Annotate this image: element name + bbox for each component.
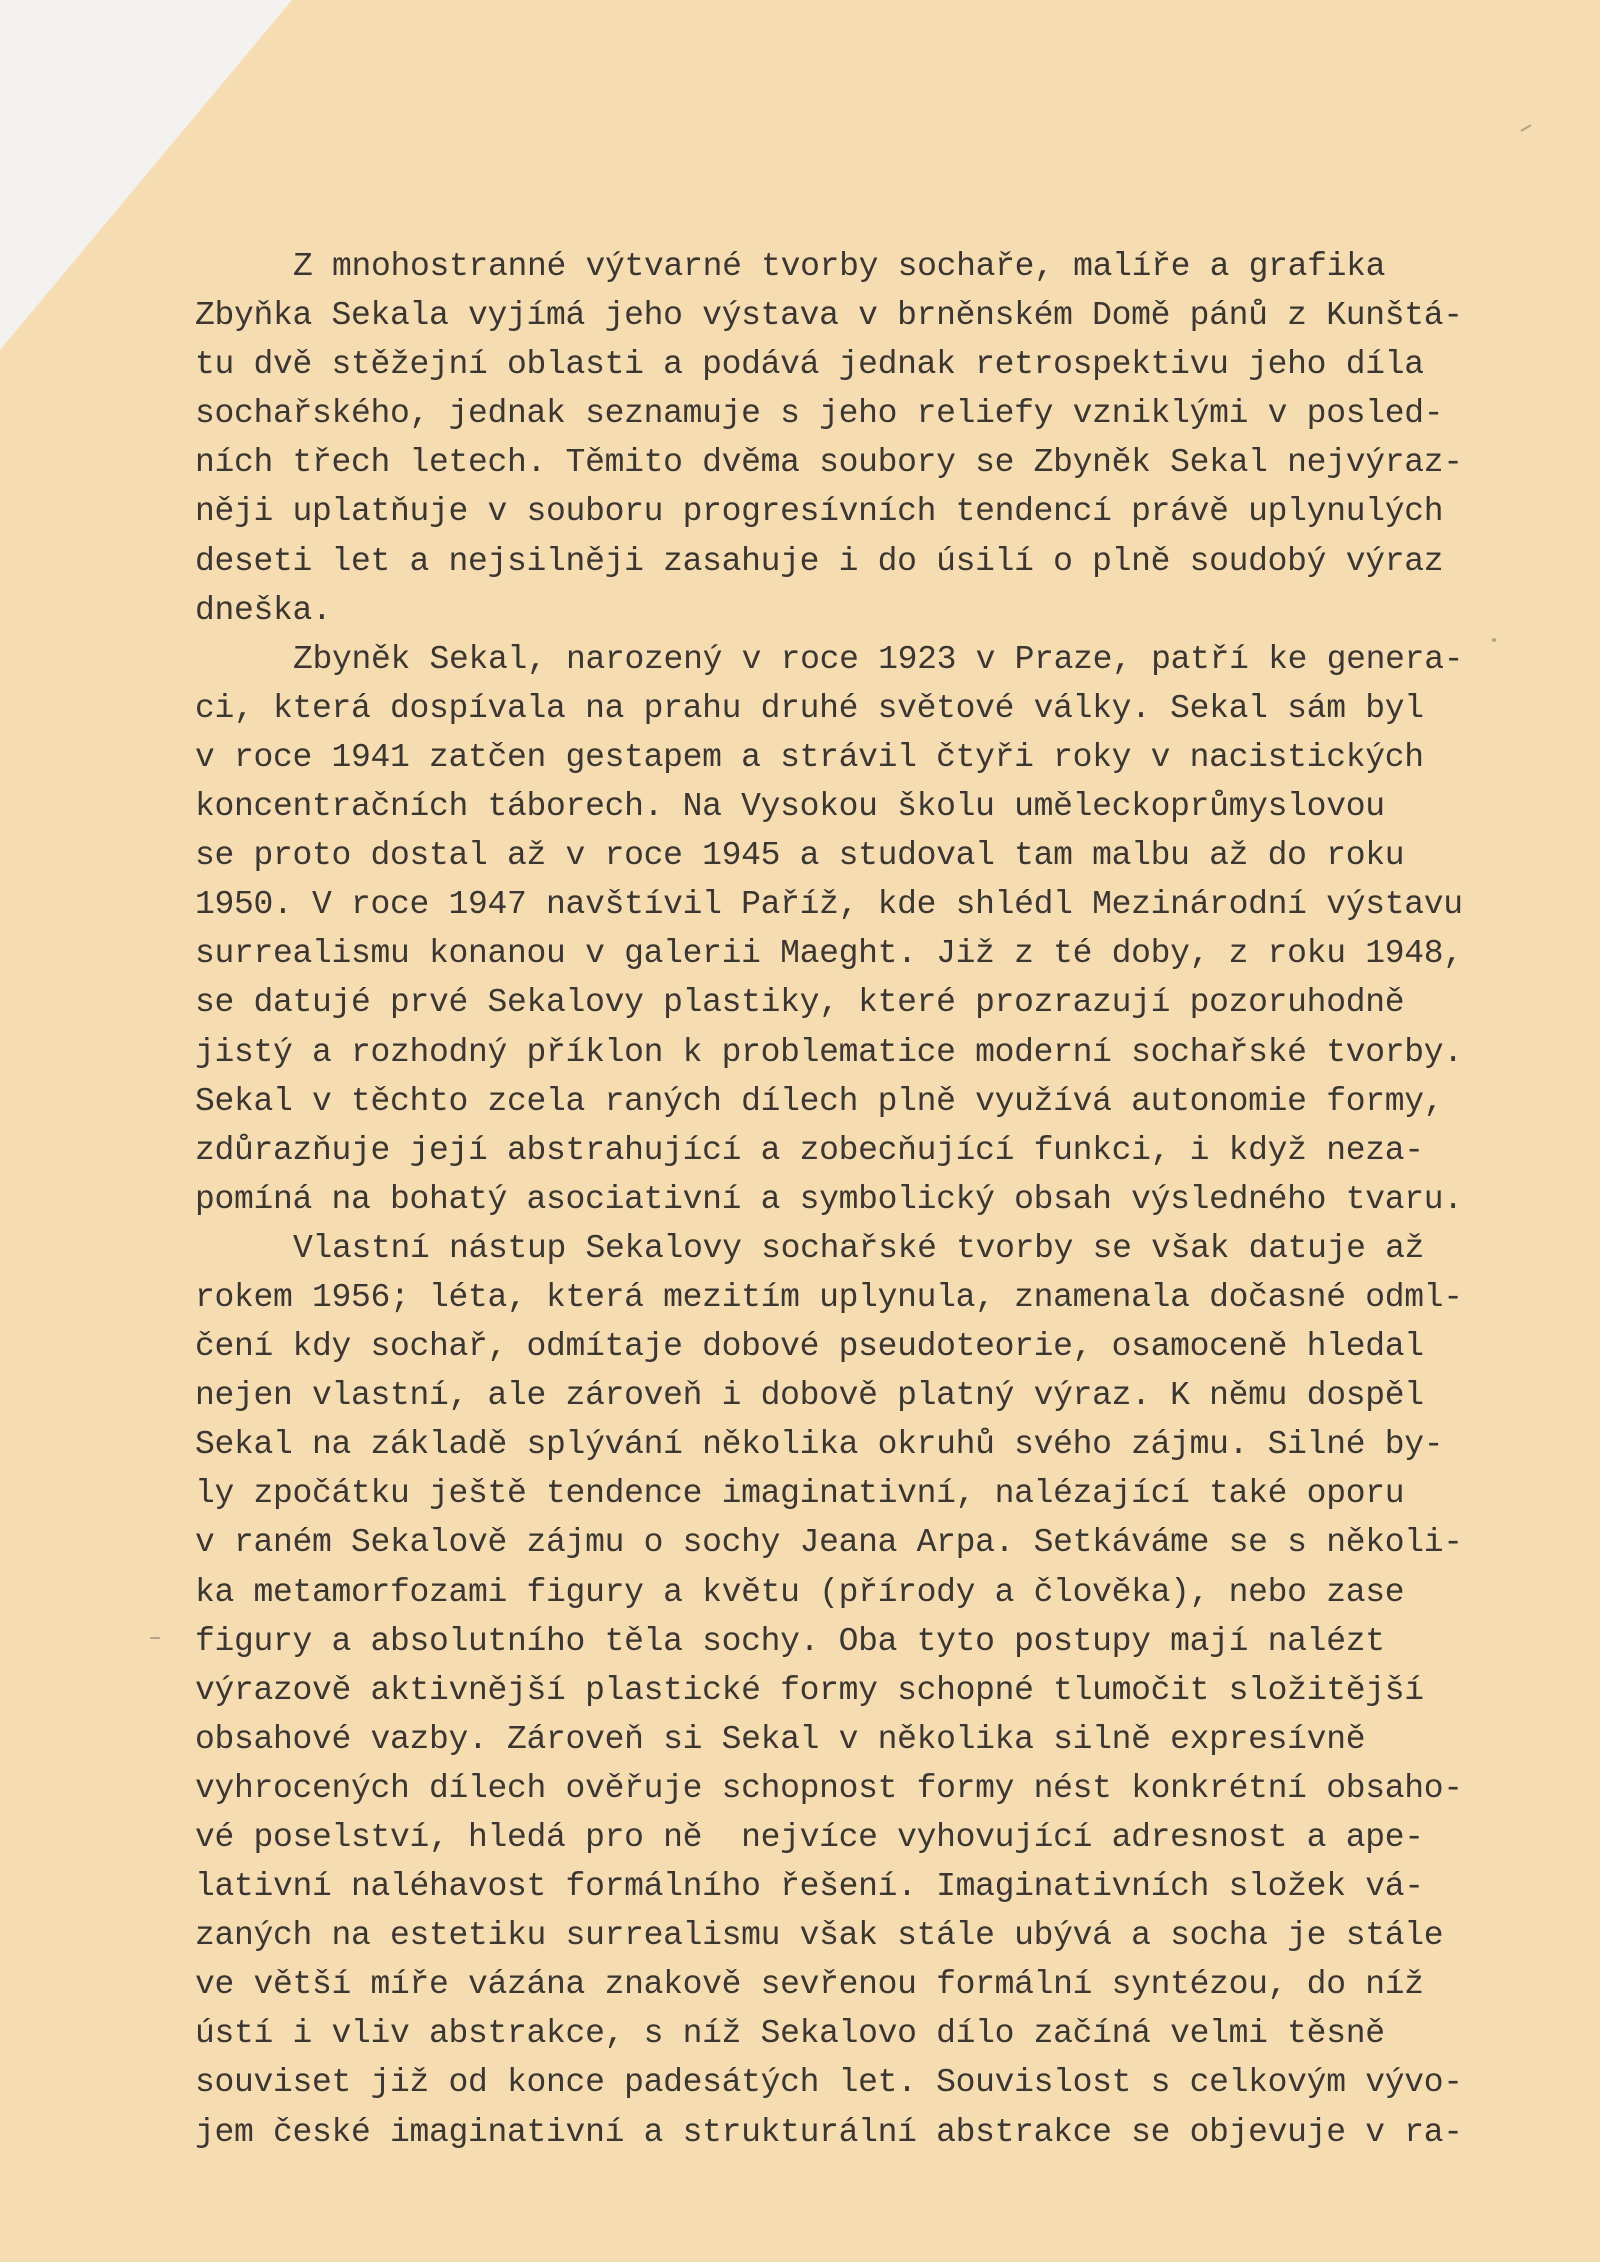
text-line: nejen vlastní, ale zároveň i dobově platný výraz. K němu dospěl (195, 1377, 1424, 1415)
text-line: ka metamorfozami figury a květu (přírody a člověka), nebo zase (195, 1573, 1405, 1611)
text-line: zaných na estetiku surrealismu však stále ubývá a socha je stále (195, 1917, 1444, 1955)
text-line: čení kdy sochař, odmítaje dobové pseudoteorie, osamoceně hledal (195, 1328, 1424, 1366)
text-line: souviset již od konce padesátých let. Souvislost s celkovým vývo- (195, 2064, 1463, 2102)
text-line: rokem 1956; léta, která mezitím uplynula, znamenala dočasné odml- (195, 1278, 1463, 1316)
text-line: surrealismu konanou v galerii Maeght. Již z té doby, z roku 1948, (195, 935, 1463, 973)
text-line: tu dvě stěžejní oblasti a podává jednak retrospektivu jeho díla (195, 346, 1424, 384)
text-line: se proto dostal až v roce 1945 a studoval tam malbu až do roku (195, 837, 1405, 875)
text-line: zdůrazňuje její abstrahující a zobecňující funkci, i když neza- (195, 1131, 1424, 1169)
text-line: Vlastní nástup Sekalovy sochařské tvorby se však datuje až (293, 1229, 1425, 1267)
text-line: Z mnohostranné výtvarné tvorby sochaře, malíře a grafika (293, 248, 1386, 285)
text-line: pomíná na bohatý asociativní a symbolický obsah výsledného tvaru. (195, 1180, 1463, 1218)
text-line: v roce 1941 zatčen gestapem a strávil čtyři roky v nacistických (195, 738, 1424, 776)
text-line: Sekal v těchto zcela raných dílech plně využívá autonomie formy, (195, 1082, 1444, 1120)
text-line: jistý a rozhodný příklon k problematice moderní sochařské tvorby. (195, 1033, 1463, 1071)
typewritten-page (195, 242, 1535, 2157)
text-line: lativní naléhavost formálního řešení. Imaginativních složek vá- (195, 1868, 1424, 1906)
text-line: ly zpočátku ještě tendence imaginativní, nalézající také oporu (195, 1475, 1405, 1513)
text-line: vyhrocených dílech ověřuje schopnost formy nést konkrétní obsaho- (195, 1769, 1463, 1807)
text-line: koncentračních táborech. Na Vysokou školu uměleckoprůmyslovou (195, 788, 1385, 826)
paragraph (195, 242, 1535, 635)
text-line: vé poselství, hledá pro ně nejvíce vyhovující adresnost a ape- (195, 1819, 1424, 1856)
text-line: 1950. V roce 1947 navštívil Paříž, kde shlédl Mezinárodní výstavu (195, 886, 1463, 924)
text-line: výrazově aktivnější plastické formy schopné tlumočit složitější (195, 1671, 1424, 1709)
text-line: Zbyněk Sekal, narozený v roce 1923 v Praze, patří ke genera- (293, 640, 1464, 678)
text-line: ústí i vliv abstrakce, s níž Sekalovo dílo začíná velmi těsně (195, 2015, 1385, 2053)
text-line: Sekal na základě splývání několika okruhů svého zájmu. Silné by- (195, 1426, 1444, 1464)
text-line: se datujé prvé Sekalovy plastiky, které prozrazují pozoruhodně (195, 984, 1405, 1022)
text-line: obsahové vazby. Zároveň si Sekal v několika silně expresívně (195, 1720, 1366, 1758)
text-line: něji uplatňuje v souboru progresívních tendencí právě uplynulých (195, 493, 1444, 531)
paragraph (195, 635, 1535, 1224)
text-line: jem české imaginativní a strukturální abstrakce se objevuje v ra- (195, 2113, 1463, 2151)
ink-mark (150, 1637, 160, 1639)
text-line: figury a absolutního těla sochy. Oba tyto postupy mají nalézt (195, 1622, 1385, 1660)
paragraph (195, 1224, 1535, 2157)
text-line: ve větší míře vázána znakově sevřenou formální syntézou, do níž (195, 1966, 1424, 2004)
text-line: Zbyňka Sekala vyjímá jeho výstava v brněnském Domě pánů z Kunštá- (195, 297, 1463, 335)
text-line: v raném Sekalově zájmu o sochy Jeana Arpa. Setkáváme se s několi- (195, 1524, 1463, 1562)
text-line: deseti let a nejsilněji zasahuje i do úsilí o plně soudobý výraz (195, 542, 1444, 580)
text-line: sochařského, jednak seznamuje s jeho reliefy vzniklými v posled- (195, 395, 1444, 433)
ink-speck (1492, 638, 1496, 642)
text-line: ních třech letech. Těmito dvěma soubory se Zbyněk Sekal nejvýraz- (195, 444, 1463, 482)
ink-mark (1520, 124, 1531, 132)
text-line: ci, která dospívala na prahu druhé světové války. Sekal sám byl (195, 689, 1424, 727)
text-line: dneška. (195, 591, 332, 629)
